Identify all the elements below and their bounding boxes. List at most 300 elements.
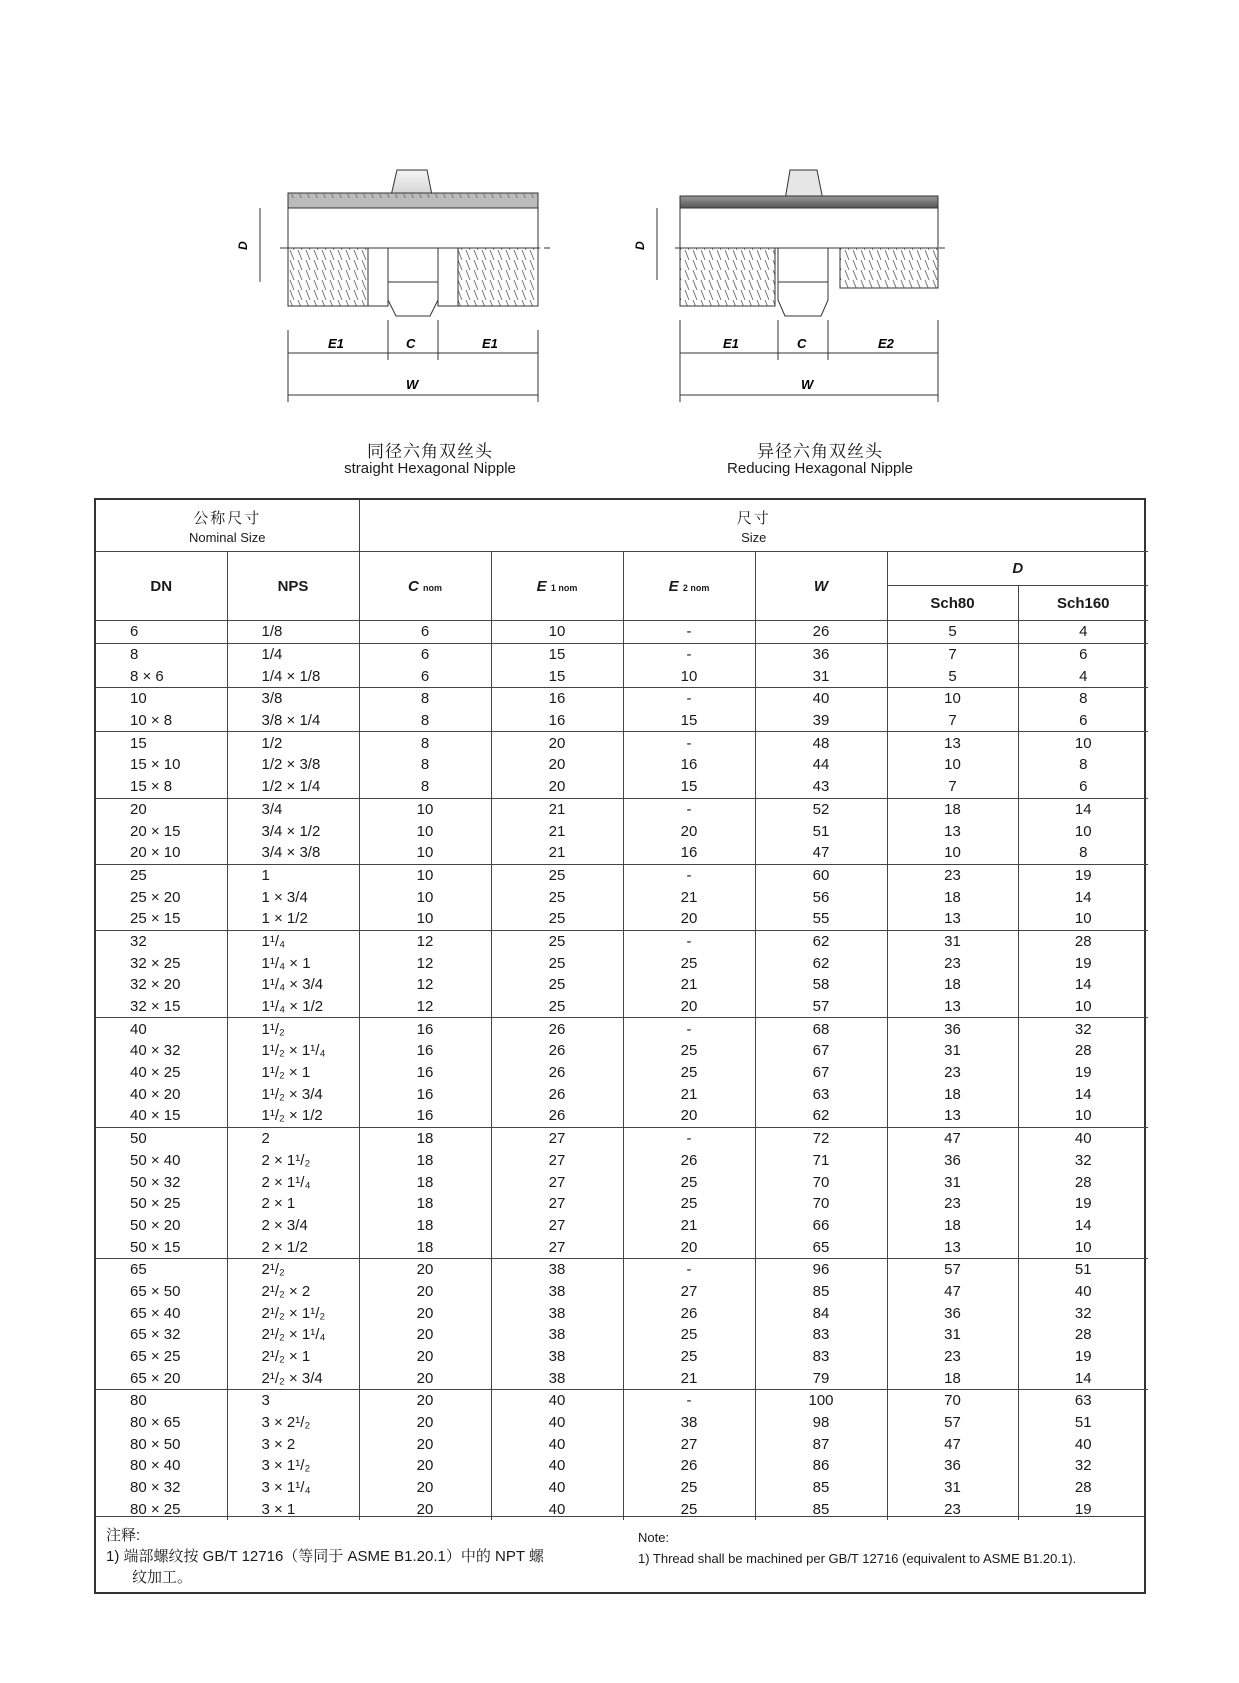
cell-d-sch160: 6 [1018,776,1148,798]
cell-d-sch160: 10 [1018,908,1148,930]
cell-c-nom: 12 [359,930,491,952]
note-en [638,1527,1143,1569]
cell-d-sch160: 4 [1018,621,1148,644]
cell-d-sch80: 23 [887,1499,1018,1521]
cell-d-sch160: 63 [1018,1390,1148,1412]
table-row [96,1105,1148,1127]
cell-e1-nom: 27 [491,1193,623,1215]
cell-w: 57 [755,996,887,1018]
cell-c-nom: 18 [359,1215,491,1237]
cell-dn: 8 [96,643,227,665]
cell-dn: 80 [96,1390,227,1412]
cell-d-sch80: 57 [887,1258,1018,1280]
cell-dn: 65 × 20 [130,1369,181,1387]
cell-c-nom: 20 [359,1346,491,1368]
cell-dn: 10 × 8 [130,712,173,730]
size-en: Size [741,529,767,545]
cell-d-sch160: 8 [1018,754,1148,776]
cell-d-sch160: 4 [1018,665,1148,687]
cell-d-sch80: 7 [887,643,1018,665]
table-row [96,732,1148,754]
cell-d-sch160: 32 [1018,1302,1148,1324]
cell-d-sch80: 7 [887,710,1018,732]
cell-w: 87 [755,1433,887,1455]
nominal-size-cn: 公称尺寸 [193,509,262,527]
cell-c-nom: 20 [359,1302,491,1324]
cell-d-sch80: 18 [887,1083,1018,1105]
table-row [96,952,1148,974]
cell-nps: 1¹/₂ [227,1018,359,1040]
cell-e2-nom: - [623,1390,755,1412]
d-dimension-label: D [236,241,250,250]
cell-e1-nom: 25 [491,908,623,930]
cell-d-sch80: 31 [887,1324,1018,1346]
e1-header [491,552,623,621]
cell-e1-nom: 16 [491,710,623,732]
cell-d-sch160: 19 [1018,864,1148,886]
cell-dn: 6 [96,621,227,644]
table-row [96,1302,1148,1324]
cell-e1-nom: 25 [491,952,623,974]
cell-nps: 3/8 × 1/4 [227,710,359,732]
table-row [96,710,1148,732]
cell-e1-nom: 40 [491,1390,623,1412]
size-cn: 尺寸 [736,509,771,527]
cell-w: 31 [755,665,887,687]
note-en-title: Note: [638,1530,670,1545]
cell-nps: 2 [227,1127,359,1149]
cell-nps: 1¹/₂ × 1/2 [227,1105,359,1127]
table-row [96,621,1148,644]
cell-d-sch160: 10 [1018,820,1148,842]
cell-dn: 25 × 15 [130,910,181,928]
cell-dn: 15 [96,732,227,754]
table-row [96,1346,1148,1368]
cell-c-nom: 20 [359,1499,491,1521]
cell-e2-nom: - [623,732,755,754]
cell-nps: 3 × 2¹/₂ [227,1412,359,1434]
cell-c-nom: 20 [359,1433,491,1455]
cell-w: 26 [755,621,887,644]
cell-nps: 1/4 × 1/8 [227,665,359,687]
cell-c-nom: 12 [359,952,491,974]
cell-dn: 65 [96,1258,227,1280]
cell-dn: 80 × 50 [130,1435,181,1453]
cell-c-nom: 18 [359,1171,491,1193]
cell-d-sch80: 18 [887,886,1018,908]
cell-d-sch160: 10 [1018,1236,1148,1258]
cell-w: 43 [755,776,887,798]
cell-e2-nom: 26 [623,1150,755,1172]
table-row [96,1018,1148,1040]
cell-c-nom: 20 [359,1258,491,1280]
reducing-nipple-title-cn: 异径六角双丝头 [757,442,883,461]
d-dimension-label: D [633,241,647,250]
cell-d-sch160: 14 [1018,1367,1148,1389]
cell-c-nom: 12 [359,996,491,1018]
cell-e2-nom: - [623,688,755,710]
cell-e2-nom: 16 [623,842,755,864]
cell-c-nom: 18 [359,1150,491,1172]
cell-d-sch160: 8 [1018,688,1148,710]
table-row [96,908,1148,930]
cell-c-nom: 20 [359,1281,491,1303]
cell-c-nom: 8 [359,688,491,710]
table-row [96,1171,1148,1193]
cell-c-nom: 8 [359,710,491,732]
cell-e2-nom: 21 [623,1083,755,1105]
cell-e1-nom: 25 [491,864,623,886]
c-label: C [406,336,416,351]
cell-dn: 50 × 20 [130,1216,181,1234]
cell-c-nom: 10 [359,908,491,930]
cell-d-sch160: 51 [1018,1258,1148,1280]
cell-d-sch160: 14 [1018,974,1148,996]
cell-w: 83 [755,1324,887,1346]
table-row [96,974,1148,996]
cell-w: 36 [755,643,887,665]
cell-e1-nom: 40 [491,1499,623,1521]
cell-nps: 3 × 1¹/₄ [227,1477,359,1499]
table-row [96,1193,1148,1215]
e2-header-sub: 2 nom [682,582,710,593]
cell-w: 85 [755,1499,887,1521]
cell-dn: 65 × 50 [130,1282,181,1300]
cell-w: 63 [755,1083,887,1105]
table-row [96,1433,1148,1455]
cell-e1-nom: 15 [491,665,623,687]
cell-d-sch80: 23 [887,952,1018,974]
cell-e2-nom: 26 [623,1455,755,1477]
cell-w: 98 [755,1412,887,1434]
cell-d-sch80: 31 [887,1171,1018,1193]
cell-e2-nom: - [623,798,755,820]
cell-e1-nom: 25 [491,886,623,908]
cell-dn: 65 × 40 [130,1304,181,1322]
cell-dn: 80 × 40 [130,1457,181,1475]
cell-e2-nom: 21 [623,886,755,908]
cell-e2-nom: 25 [623,1062,755,1084]
cell-e1-nom: 38 [491,1281,623,1303]
cell-c-nom: 6 [359,621,491,644]
cell-nps: 2¹/₂ × 2 [227,1281,359,1303]
cell-e1-nom: 25 [491,996,623,1018]
w-header: W [755,552,887,621]
cell-w: 58 [755,974,887,996]
cell-e1-nom: 15 [491,643,623,665]
cell-d-sch80: 36 [887,1455,1018,1477]
cell-e1-nom: 26 [491,1018,623,1040]
cell-e2-nom: - [623,643,755,665]
cell-d-sch80: 31 [887,1477,1018,1499]
cell-w: 62 [755,1105,887,1127]
note-cn-line1: 1) 端部螺纹按 GB/T 12716（等同于 ASME B1.20.1）中的 NPT 螺 [106,1548,544,1565]
cell-d-sch80: 13 [887,820,1018,842]
cell-e1-nom: 26 [491,1062,623,1084]
cell-d-sch80: 36 [887,1302,1018,1324]
size-header [359,500,1148,552]
e2-header [623,552,755,621]
cell-d-sch160: 40 [1018,1281,1148,1303]
table-row [96,665,1148,687]
cell-e2-nom: - [623,1258,755,1280]
nps-header: NPS [227,552,359,621]
cell-d-sch160: 10 [1018,1105,1148,1127]
cell-d-sch160: 19 [1018,952,1148,974]
cell-e2-nom: 25 [623,1040,755,1062]
cell-e1-nom: 20 [491,754,623,776]
table-row [96,643,1148,665]
cell-d-sch80: 13 [887,1105,1018,1127]
cell-e2-nom: 21 [623,974,755,996]
cell-e1-nom: 40 [491,1433,623,1455]
cell-w: 86 [755,1455,887,1477]
cell-e2-nom: - [623,930,755,952]
cell-dn: 32 × 25 [130,954,181,972]
cell-e2-nom: 25 [623,1171,755,1193]
cell-d-sch160: 28 [1018,1171,1148,1193]
cell-dn: 32 × 20 [130,976,181,994]
dimension-table [94,498,1146,1594]
cell-nps: 2¹/₂ × 1¹/₄ [227,1324,359,1346]
table-row [96,820,1148,842]
cell-w: 83 [755,1346,887,1368]
cell-e1-nom: 27 [491,1150,623,1172]
cell-c-nom: 18 [359,1236,491,1258]
cell-dn: 80 × 65 [130,1414,181,1432]
cell-nps: 1¹/₂ × 1¹/₄ [227,1040,359,1062]
cell-e1-nom: 38 [491,1302,623,1324]
table-row [96,1477,1148,1499]
cell-d-sch160: 28 [1018,1040,1148,1062]
cell-w: 85 [755,1281,887,1303]
cell-c-nom: 8 [359,754,491,776]
cell-w: 40 [755,688,887,710]
table-row [96,996,1148,1018]
cell-c-nom: 8 [359,776,491,798]
cell-w: 85 [755,1477,887,1499]
cell-w: 62 [755,952,887,974]
cell-nps: 1 × 1/2 [227,908,359,930]
cell-w: 70 [755,1171,887,1193]
cell-nps: 1 × 3/4 [227,886,359,908]
cell-e2-nom: 38 [623,1412,755,1434]
cell-d-sch160: 14 [1018,1215,1148,1237]
cell-w: 70 [755,1193,887,1215]
cell-c-nom: 20 [359,1324,491,1346]
note-cn [106,1525,616,1588]
cell-nps: 2 × 1¹/₄ [227,1171,359,1193]
cell-d-sch80: 13 [887,908,1018,930]
cell-e1-nom: 38 [491,1367,623,1389]
cell-w: 39 [755,710,887,732]
cell-c-nom: 16 [359,1018,491,1040]
cell-d-sch160: 14 [1018,886,1148,908]
cell-e2-nom: 20 [623,996,755,1018]
cell-w: 60 [755,864,887,886]
w-label: W [406,377,419,392]
cell-w: 65 [755,1236,887,1258]
cell-c-nom: 20 [359,1477,491,1499]
cell-c-nom: 20 [359,1455,491,1477]
cell-nps: 1/8 [227,621,359,644]
cell-w: 62 [755,930,887,952]
cell-nps: 1¹/₄ × 3/4 [227,974,359,996]
cell-dn: 40 × 15 [130,1107,181,1125]
cell-e2-nom: - [623,621,755,644]
e1-header-sub: 1 nom [550,582,578,593]
table-row [96,1150,1148,1172]
cell-nps: 3/4 × 3/8 [227,842,359,864]
cell-e1-nom: 38 [491,1324,623,1346]
cell-nps: 2¹/₂ × 3/4 [227,1367,359,1389]
cell-c-nom: 12 [359,974,491,996]
cell-e2-nom: 20 [623,1236,755,1258]
table-row [96,1455,1148,1477]
cell-d-sch80: 47 [887,1127,1018,1149]
table-row [96,798,1148,820]
cell-e2-nom: - [623,1127,755,1149]
cell-e1-nom: 10 [491,621,623,644]
cell-d-sch80: 10 [887,754,1018,776]
cell-nps: 1/2 × 3/8 [227,754,359,776]
e-left-label: E1 [328,336,344,351]
cell-e1-nom: 27 [491,1127,623,1149]
cell-c-nom: 6 [359,665,491,687]
cell-dn: 32 × 15 [130,998,181,1016]
table-row [96,754,1148,776]
cell-dn: 50 × 15 [130,1238,181,1256]
cell-dn: 25 [96,864,227,886]
cell-d-sch80: 18 [887,974,1018,996]
cell-w: 55 [755,908,887,930]
table-row [96,886,1148,908]
cell-d-sch160: 19 [1018,1346,1148,1368]
cell-w: 56 [755,886,887,908]
table-row [96,1412,1148,1434]
cell-d-sch80: 57 [887,1412,1018,1434]
table-row [96,1236,1148,1258]
dn-header: DN [96,552,227,621]
cell-w: 72 [755,1127,887,1149]
cell-d-sch160: 28 [1018,1324,1148,1346]
table-body [96,621,1148,1521]
cell-c-nom: 20 [359,1390,491,1412]
cell-dn: 32 [96,930,227,952]
cell-nps: 2¹/₂ [227,1258,359,1280]
cell-dn: 50 × 25 [130,1195,181,1213]
table-row [96,1040,1148,1062]
cell-e1-nom: 40 [491,1477,623,1499]
cell-nps: 2 × 1¹/₂ [227,1150,359,1172]
e-left-label: E1 [723,336,739,351]
cell-w: 84 [755,1302,887,1324]
cell-d-sch80: 18 [887,798,1018,820]
cell-d-sch80: 36 [887,1150,1018,1172]
cell-w: 67 [755,1040,887,1062]
table-row [96,776,1148,798]
cell-nps: 2 × 3/4 [227,1215,359,1237]
cell-nps: 1¹/₄ × 1/2 [227,996,359,1018]
cell-e2-nom: 15 [623,776,755,798]
cell-nps: 1¹/₄ × 1 [227,952,359,974]
table-row [96,1083,1148,1105]
cell-e2-nom: 25 [623,1346,755,1368]
cell-w: 51 [755,820,887,842]
cell-c-nom: 16 [359,1083,491,1105]
cell-d-sch160: 10 [1018,996,1148,1018]
cell-dn: 80 × 32 [130,1479,181,1497]
cell-e1-nom: 26 [491,1040,623,1062]
cell-e2-nom: 15 [623,710,755,732]
cell-nps: 1/2 × 1/4 [227,776,359,798]
reducing-nipple-drawing [633,170,975,415]
cell-w: 66 [755,1215,887,1237]
cell-w: 52 [755,798,887,820]
cell-e1-nom: 27 [491,1171,623,1193]
c-header-sub: nom [423,582,442,593]
cell-e1-nom: 26 [491,1105,623,1127]
cell-c-nom: 10 [359,798,491,820]
cell-e1-nom: 20 [491,776,623,798]
cell-c-nom: 8 [359,732,491,754]
cell-nps: 3 × 1 [227,1499,359,1521]
table-row [96,1390,1148,1412]
cell-e1-nom: 40 [491,1412,623,1434]
cell-nps: 2¹/₂ × 1¹/₂ [227,1302,359,1324]
e-right-label: E2 [878,336,894,351]
cell-e2-nom: 10 [623,665,755,687]
cell-d-sch160: 19 [1018,1193,1148,1215]
cell-d-sch160: 28 [1018,930,1148,952]
straight-nipple-title-cn: 同径六角双丝头 [367,442,493,461]
cell-c-nom: 10 [359,864,491,886]
cell-c-nom: 16 [359,1040,491,1062]
note-cn-line2: 纹加工。 [132,1569,193,1586]
cell-e2-nom: 20 [623,908,755,930]
cell-dn: 50 [96,1127,227,1149]
cell-d-sch160: 19 [1018,1062,1148,1084]
cell-nps: 3 × 1¹/₂ [227,1455,359,1477]
cell-d-sch160: 14 [1018,1083,1148,1105]
cell-w: 68 [755,1018,887,1040]
cell-dn: 40 × 32 [130,1042,181,1060]
cell-d-sch80: 36 [887,1018,1018,1040]
cell-nps: 3/4 × 1/2 [227,820,359,842]
cell-e1-nom: 38 [491,1258,623,1280]
cell-dn: 65 × 32 [130,1326,181,1344]
c-label: C [797,336,807,351]
cell-nps: 1¹/₄ [227,930,359,952]
table-row [96,930,1148,952]
table-row [96,1258,1148,1280]
e2-header-symbol: E [668,577,679,595]
cell-c-nom: 16 [359,1105,491,1127]
cell-d-sch80: 5 [887,665,1018,687]
c-header [359,552,491,621]
cell-c-nom: 18 [359,1127,491,1149]
cell-d-sch80: 47 [887,1281,1018,1303]
cell-nps: 3 × 2 [227,1433,359,1455]
reducing-nipple-title-en: Reducing Hexagonal Nipple [727,460,913,477]
cell-dn: 80 × 25 [130,1500,181,1518]
cell-w: 47 [755,842,887,864]
nominal-size-en: Nominal Size [188,529,266,545]
cell-d-sch80: 13 [887,996,1018,1018]
cell-e1-nom: 16 [491,688,623,710]
cell-d-sch80: 23 [887,1062,1018,1084]
cell-nps: 1/4 [227,643,359,665]
